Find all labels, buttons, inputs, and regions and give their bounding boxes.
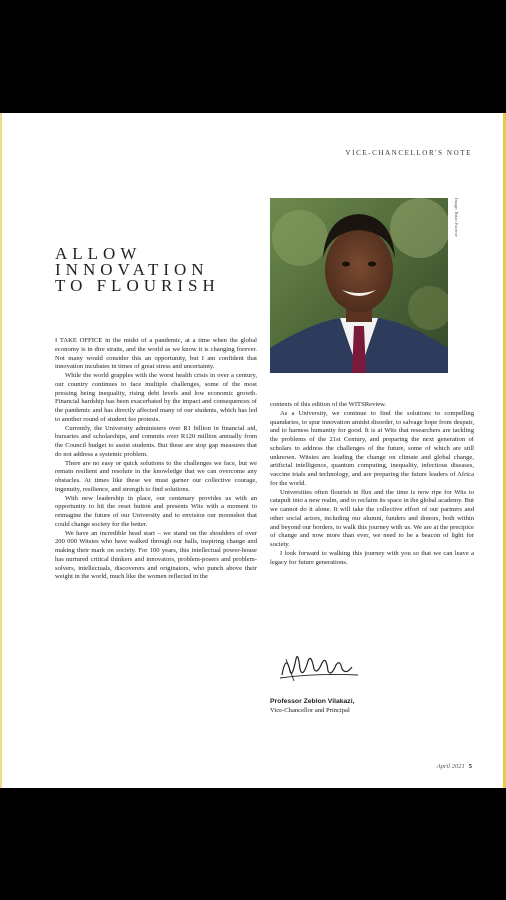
title-line-2: INNOVATION xyxy=(55,260,209,279)
paragraph: contents of this edition of the WITSReview. xyxy=(270,401,387,408)
page-number: 5 xyxy=(468,763,472,770)
signatory-role: Vice-Chancellor and Principal xyxy=(270,707,350,714)
page-left-edge xyxy=(0,113,2,788)
page-footer xyxy=(437,763,472,770)
title-line-1: ALLOW xyxy=(55,244,142,263)
paragraph: While the world grapples with the worst health crisis in over a century, our country continues to face multiple challenges, some of the most pressing being inequality, rising debt levels and low economic growth. Financial hardship has been exacerbated by the impact and consequences of the pandemic and has directly affected many of our students, which has led to another round of student fee protests. xyxy=(55,372,257,423)
paragraph: With new leadership in place, our centenary provides us with an opportunity to hit the reset button and presents Wits with a moment to reimagine the future of our University and to envision our moonshot that could change society for the better. xyxy=(55,494,257,528)
paragraph: As a University, we continue to find the solutions to compelling quandaries, to spur innovation amidst disorder, to salvage hope from despair, and to harness humanity for good. It is at Wits that researchers are tackling the problems of the 21st Century, and preparing the next generation of scholars to address the challenges of the future, some of which are still unknown. Witsies are leading the change on climate and global change, artificial intelligence, quantum computing, inequality, infectious diseases, vaccine trials and technology, and are preparing the future leaders of Africa for the world. xyxy=(270,409,474,487)
issue-date: April 2021 xyxy=(436,763,465,770)
photo-credit xyxy=(451,198,461,288)
paragraph: We have an incredible head start – we stand on the shoulders of over 200 000 Witsies who have walked through our halls, inspiring change and making their mark on society. For 100 years, this intellectual power-house has nurtured critical thinkers and innovators, problem-posers and problem-solvers, intellectuals, discoverers and originators, who punch above their weight in the world, much like the women reflected in the xyxy=(55,529,257,581)
photo-credit-text: Image: Brian Pacente xyxy=(454,198,459,237)
paragraph: I look forward to walking this journey with you so that we can leave a legacy for future generations. xyxy=(270,549,474,566)
paragraph: I TAKE OFFICE in the midst of a pandemic, at a time when the global economy is in dire straits, and the world as we know it is changing forever. Not many would consider this an opportunity, but I am confident that innovation incubates in times of great stress and uncertainty. xyxy=(55,337,257,371)
article-column-1 xyxy=(55,337,257,582)
title-line-3: TO FLOURISH xyxy=(55,276,220,295)
signatory-name: Professor Zeblon Vilakazi, xyxy=(270,698,355,705)
vice-chancellor-photo xyxy=(270,198,448,373)
section-header: VICE-CHANCELLOR'S NOTE xyxy=(345,149,472,157)
magazine-page xyxy=(0,113,506,788)
paragraph: There are no easy or quick solutions to the challenges we face, but we remain resilient and resolute in the knowledge that we can overcome any obstacles. At times like these we must garner our collective courage, ingenuity, resilience, and strength to find solutions. xyxy=(55,459,257,493)
paragraph: Currently, the University administers over R1 billion in financial aid, bursaries and scholarships, and commits over R120 million annually from the Council budget to assist students. But these are stop gap measures that do not address a systemic problem. xyxy=(55,424,257,458)
article-title xyxy=(55,246,220,294)
paragraph: Universities often flourish in flux and the time is now ripe for Wits to catapult into a new realm, and to reclaim its space in the global academy. But we cannot do it alone. It will take the collective effort of our partners and other social actors, including our alumni, funders and donors, both within and beyond our borders, to walk this journey with us. We are at the precipice of change and now more than ever, we need to be a beacon of light for society. xyxy=(270,488,474,548)
article-column-2 xyxy=(270,401,474,567)
signature-image xyxy=(276,645,366,685)
